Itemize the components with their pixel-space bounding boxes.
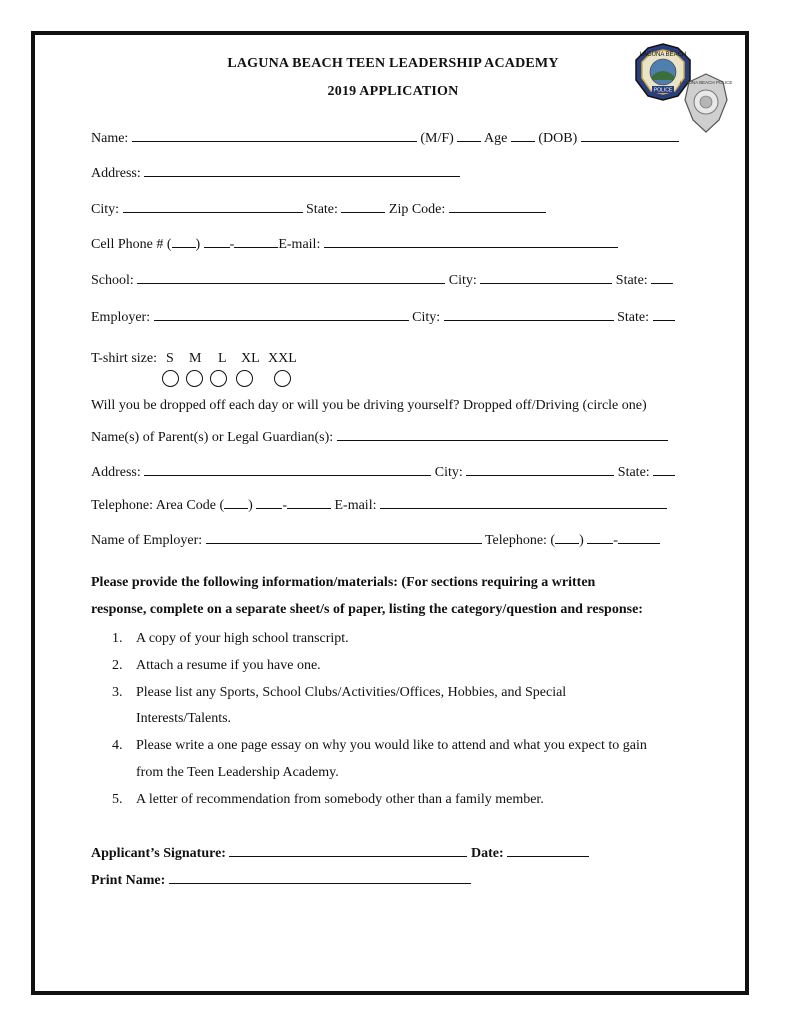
size-xl-radio[interactable] bbox=[236, 370, 253, 387]
employer-field[interactable] bbox=[154, 308, 409, 321]
cell-dash: - bbox=[229, 237, 235, 252]
school-state-label: State: bbox=[615, 273, 648, 288]
guardian-paren-close: ) bbox=[248, 498, 253, 513]
guardian-email-label: E-mail: bbox=[334, 498, 377, 513]
guardian-employer-row bbox=[91, 531, 660, 549]
size-s-label: S bbox=[166, 351, 174, 366]
dropoff-question: Will you be dropped off each day or will you be driving yourself? Dropped off/Driving (circle one) bbox=[91, 398, 647, 413]
state-field[interactable] bbox=[341, 200, 385, 213]
employer-city-field[interactable] bbox=[444, 308, 614, 321]
cell-label: Cell Phone # ( bbox=[91, 237, 172, 252]
list-item-number: 5. bbox=[112, 791, 123, 807]
employer-city-label: City: bbox=[412, 310, 441, 325]
guardian-number-field[interactable] bbox=[287, 496, 331, 509]
state-label: State: bbox=[306, 202, 338, 217]
guardian-employer-phone-label: Telephone: ( bbox=[484, 533, 556, 548]
city-field[interactable] bbox=[123, 200, 303, 213]
cell-email-row bbox=[91, 235, 618, 253]
address-row bbox=[91, 164, 460, 182]
size-xxl-label: XXL bbox=[268, 351, 297, 366]
tshirt-label: T-shirt size: bbox=[91, 351, 157, 366]
print-name-field[interactable] bbox=[169, 871, 471, 884]
guardian-prefix-field[interactable] bbox=[256, 496, 282, 509]
guardian-employer-field[interactable] bbox=[206, 531, 482, 544]
cell-area-code-field[interactable] bbox=[172, 235, 196, 248]
guardian-city-label: City: bbox=[434, 465, 463, 480]
list-item bbox=[112, 680, 746, 734]
guardian-state-field[interactable] bbox=[653, 463, 675, 476]
address-field[interactable] bbox=[144, 164, 460, 177]
list-item-number: 2. bbox=[112, 657, 123, 673]
list-item-number: 4. bbox=[112, 738, 123, 754]
guardian-address-label: Address: bbox=[91, 465, 141, 480]
age-field[interactable] bbox=[511, 129, 535, 142]
size-m-label: M bbox=[189, 351, 202, 366]
dob-label: (DOB) bbox=[538, 131, 578, 146]
signature-label: Applicant’s Signature: bbox=[91, 846, 226, 861]
print-name-label: Print Name: bbox=[91, 873, 166, 888]
badge-back-text: LAGUNA BEACH POLICE bbox=[679, 80, 733, 85]
cell-prefix-field[interactable] bbox=[204, 235, 230, 248]
gender-label: (M/F) bbox=[420, 131, 454, 146]
list-item-continuation: from the Teen Leadership Academy. bbox=[136, 764, 339, 780]
instructions-line-1: Please provide the following information/materials: (For sections requiring a written bbox=[91, 575, 596, 590]
cell-paren-close: ) bbox=[195, 237, 201, 252]
employer-state-field[interactable] bbox=[653, 308, 675, 321]
list-item-number: 1. bbox=[112, 631, 123, 646]
instructions-line-2: response, complete on a separate sheet/s of paper, listing the category/question and response: bbox=[91, 602, 643, 617]
form-title: LAGUNA BEACH TEEN LEADERSHIP ACADEMY bbox=[227, 56, 559, 71]
school-city-label: City: bbox=[448, 273, 477, 288]
size-s-radio[interactable] bbox=[162, 370, 179, 387]
police-badge-back bbox=[679, 72, 733, 134]
guardian-address-row bbox=[91, 463, 675, 481]
zip-field[interactable] bbox=[449, 200, 546, 213]
school-label: School: bbox=[91, 273, 134, 288]
guardian-state-label: State: bbox=[617, 465, 650, 480]
guardian-area-code-field[interactable] bbox=[224, 496, 248, 509]
list-item-text: A letter of recommendation from somebody other than a family member. bbox=[136, 791, 544, 807]
list-item-continuation: Interests/Talents. bbox=[136, 711, 232, 727]
seal-front-top-text: LAGUNA BEACH bbox=[639, 52, 687, 58]
guardian-employer-prefix-field[interactable] bbox=[587, 531, 613, 544]
school-city-field[interactable] bbox=[480, 271, 612, 284]
date-field[interactable] bbox=[507, 844, 589, 857]
guardian-field[interactable] bbox=[337, 428, 668, 441]
city-label: City: bbox=[91, 202, 120, 217]
city-state-zip-row bbox=[91, 200, 546, 218]
list-item bbox=[112, 733, 746, 787]
signature-field[interactable] bbox=[229, 844, 467, 857]
guardian-address-field[interactable] bbox=[144, 463, 431, 476]
size-l-label: L bbox=[218, 351, 227, 366]
size-xl-label: XL bbox=[241, 351, 260, 366]
size-m-radio[interactable] bbox=[186, 370, 203, 387]
school-row bbox=[91, 271, 673, 289]
school-state-field[interactable] bbox=[651, 271, 673, 284]
guardian-city-field[interactable] bbox=[466, 463, 614, 476]
date-label: Date: bbox=[470, 846, 504, 861]
school-field[interactable] bbox=[137, 271, 445, 284]
email-label: E-mail: bbox=[278, 237, 321, 252]
list-item bbox=[112, 653, 746, 680]
guardian-employer-area-field[interactable] bbox=[555, 531, 579, 544]
list-item bbox=[112, 626, 746, 653]
list-item bbox=[112, 787, 746, 814]
gender-field[interactable] bbox=[457, 129, 481, 142]
name-field[interactable] bbox=[132, 129, 417, 142]
print-name-row bbox=[91, 871, 471, 889]
name-row bbox=[91, 129, 679, 147]
list-item-number: 3. bbox=[112, 684, 123, 700]
dob-field[interactable] bbox=[581, 129, 679, 142]
list-item-text: Please write a one page essay on why you would like to attend and what you expect to gain bbox=[136, 738, 647, 754]
address-label: Address: bbox=[91, 166, 141, 181]
name-label: Name: bbox=[91, 131, 129, 146]
form-subtitle: 2019 APPLICATION bbox=[327, 84, 459, 99]
guardian-employer-dash: - bbox=[613, 533, 618, 548]
guardian-phone-row bbox=[91, 496, 667, 514]
guardian-phone-label: Telephone: Area Code ( bbox=[91, 498, 225, 513]
email-field[interactable] bbox=[324, 235, 618, 248]
guardian-dash: - bbox=[282, 498, 287, 513]
cell-number-field[interactable] bbox=[234, 235, 278, 248]
guardian-label: Name(s) of Parent(s) or Legal Guardian(s): bbox=[91, 430, 334, 445]
seal-front-bottom-text: POLICE bbox=[653, 87, 673, 94]
employer-row bbox=[91, 308, 675, 326]
employer-label: Employer: bbox=[91, 310, 151, 325]
guardian-row bbox=[91, 428, 668, 446]
zip-label: Zip Code: bbox=[388, 202, 446, 217]
guardian-employer-number-field[interactable] bbox=[618, 531, 660, 544]
guardian-employer-paren-close: ) bbox=[579, 533, 584, 548]
list-item-text: Please list any Sports, School Clubs/Activities/Offices, Hobbies, and Special bbox=[136, 684, 567, 700]
signature-row bbox=[91, 844, 589, 862]
materials-list bbox=[92, 626, 746, 814]
employer-state-label: State: bbox=[617, 310, 650, 325]
size-xxl-radio[interactable] bbox=[274, 370, 291, 387]
guardian-email-field[interactable] bbox=[380, 496, 667, 509]
list-item-text: A copy of your high school transcript. bbox=[136, 631, 349, 646]
size-l-radio[interactable] bbox=[210, 370, 227, 387]
list-item-text: Attach a resume if you have one. bbox=[136, 657, 321, 673]
age-label: Age bbox=[484, 131, 508, 146]
guardian-employer-label: Name of Employer: bbox=[91, 533, 203, 548]
